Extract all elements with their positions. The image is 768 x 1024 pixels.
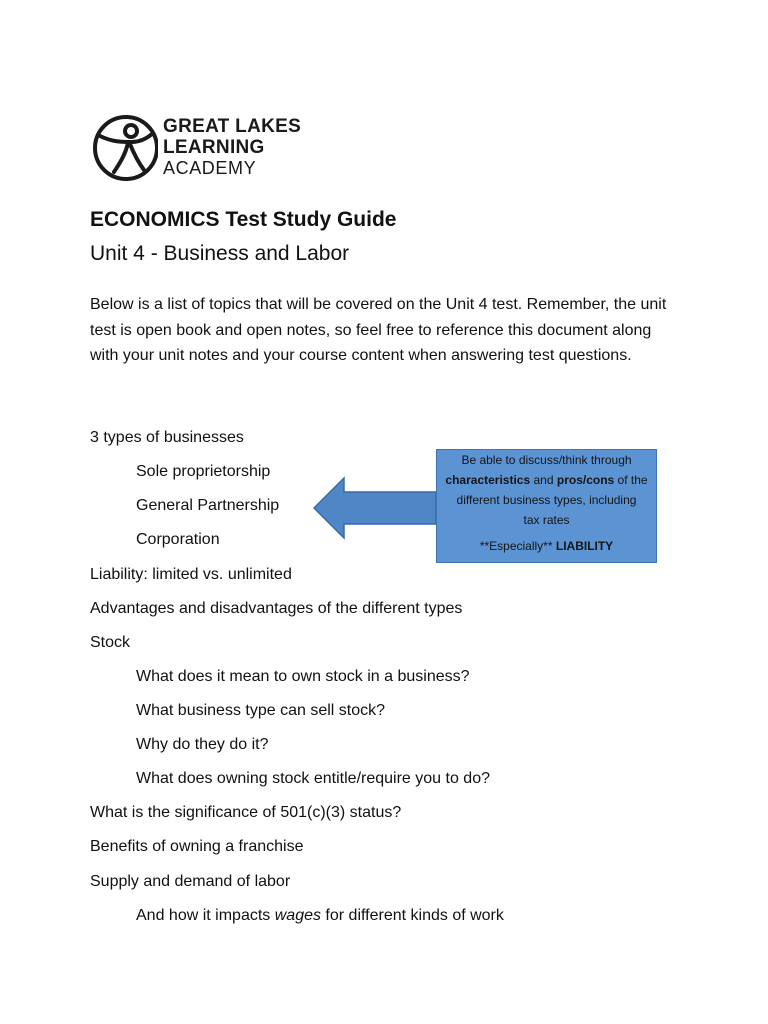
person-in-circle-logo-icon: [92, 112, 158, 184]
topic-stock: Stock: [90, 634, 131, 651]
topic-franchise: Benefits of owning a franchise: [90, 838, 304, 855]
callout-line-5: [437, 536, 656, 556]
callout-line-1: Be able to discuss/think through: [461, 453, 632, 467]
callout-line-4: tax rates: [523, 513, 570, 527]
callout-liability: LIABILITY: [555, 539, 614, 553]
topic-stock-question-1: What does it mean to own stock in a business?: [136, 668, 470, 685]
callout-of-the: of the: [614, 473, 648, 487]
logo-line-1: GREAT LAKES: [163, 116, 302, 137]
labor-sub-post: for different kinds of work: [320, 907, 504, 924]
page-title: ECONOMICS Test Study Guide: [90, 208, 397, 231]
labor-sub-pre: And how it impacts: [136, 907, 275, 924]
topic-general-partnership: General Partnership: [136, 497, 280, 514]
academy-logo: [92, 112, 332, 184]
callout-especially: **Especially**: [479, 539, 556, 553]
left-arrow-icon: [312, 476, 438, 540]
topic-corporation: Corporation: [136, 531, 220, 548]
callout-pros-cons: pros/cons: [556, 473, 615, 487]
page-subtitle: Unit 4 - Business and Labor: [90, 242, 350, 265]
callout-box: [436, 449, 657, 563]
logo-line-3: ACADEMY: [163, 158, 257, 178]
callout-line-3: different business types, including: [456, 493, 637, 507]
topic-types-heading: 3 types of businesses: [90, 429, 244, 446]
labor-sub-emphasis: wages: [274, 907, 321, 924]
topic-advantages: Advantages and disadvantages of the different types: [90, 600, 463, 617]
callout-and: and: [530, 473, 557, 487]
topic-stock-question-2: What business type can sell stock?: [136, 702, 386, 719]
topic-stock-question-3: Why do they do it?: [136, 736, 269, 753]
topic-stock-question-4: What does owning stock entitle/require you to do?: [136, 770, 490, 787]
topic-labor-wages: [136, 907, 504, 925]
intro-paragraph: Below is a list of topics that will be covered on the Unit 4 test. Remember, the unit test is open book and open notes, so feel free to reference this document along with your unit notes and your course content when answering test questions.: [90, 296, 667, 364]
topic-labor: Supply and demand of labor: [90, 873, 291, 890]
topic-liability: Liability: limited vs. unlimited: [90, 566, 292, 583]
callout-line-2: [437, 470, 656, 490]
logo-text: [163, 116, 301, 179]
logo-line-2: LEARNING: [163, 137, 265, 158]
callout-characteristics: characteristics: [445, 473, 531, 487]
topic-sole-proprietorship: Sole proprietorship: [136, 463, 271, 480]
topic-501c3: What is the significance of 501(c)(3) status?: [90, 804, 402, 821]
